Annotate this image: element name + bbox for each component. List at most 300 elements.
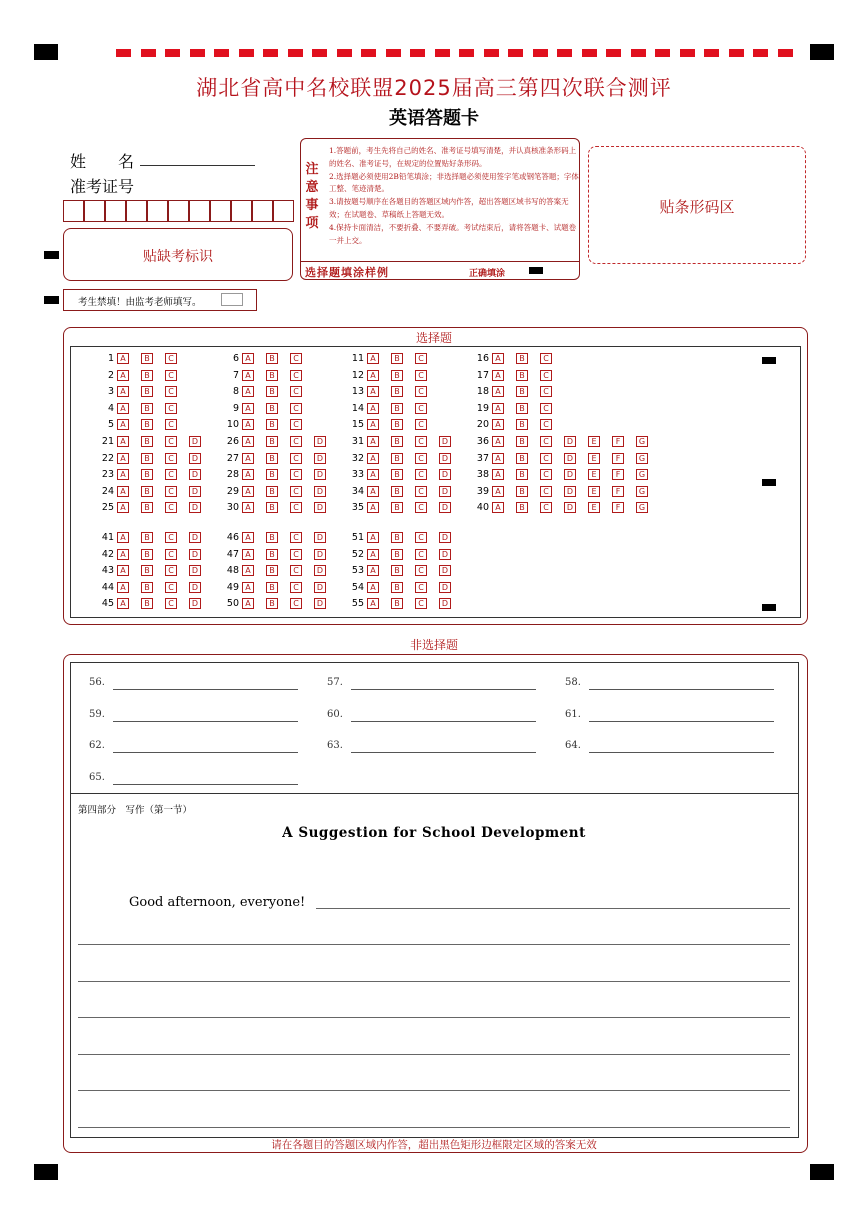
blank-answer-line[interactable] [113,751,298,753]
blank-answer-line[interactable] [351,751,536,753]
answer-bubble[interactable]: D [314,565,326,576]
answer-bubble[interactable]: E [588,453,600,464]
answer-bubble[interactable]: A [367,403,379,414]
answer-bubble[interactable]: C [290,403,302,414]
answer-bubble[interactable]: F [612,453,624,464]
answer-bubble[interactable]: B [516,436,528,447]
answer-bubble[interactable]: A [242,532,254,543]
question-number: 48 [226,565,239,577]
answer-bubble[interactable]: B [141,403,153,414]
answer-bubble[interactable]: A [367,532,379,543]
question-number: 23 [101,469,114,481]
answer-bubble[interactable]: B [141,502,153,513]
barcode-label: 贴条形码区 [659,198,735,216]
essay-line[interactable] [78,981,790,982]
id-digit-cell[interactable] [210,200,231,222]
question-number: 1 [107,353,114,364]
answer-bubble[interactable]: D [439,486,451,497]
question-number: 22 [101,452,114,464]
answer-bubble[interactable]: C [540,453,552,464]
answer-bubble[interactable]: B [391,353,403,364]
choice-section-title: 选择题 [415,331,452,345]
id-digit-cell[interactable] [105,200,126,222]
answer-bubble[interactable]: B [266,370,278,381]
answer-bubble[interactable]: D [189,549,201,560]
answer-bubble[interactable]: F [612,486,624,497]
answer-bubble[interactable]: C [165,370,177,381]
absent-label: 贴缺考标识 [143,249,213,265]
id-digit-cell[interactable] [126,200,147,222]
answer-bubble[interactable]: A [367,486,379,497]
answer-bubble[interactable]: A [242,598,254,609]
answer-bubble[interactable]: B [391,549,403,560]
question-row [471,386,651,397]
essay-first-line[interactable] [316,908,790,909]
answer-bubble[interactable]: A [367,598,379,609]
answer-bubble[interactable]: C [165,549,177,560]
answer-bubble[interactable]: B [516,403,528,414]
answer-bubble[interactable]: C [165,469,177,480]
answer-bubble[interactable]: B [141,486,153,497]
timing-dash [582,49,597,57]
answer-bubble[interactable]: D [314,453,326,464]
answer-bubble[interactable]: C [415,598,427,609]
question-row [471,436,651,447]
answer-bubble[interactable]: C [415,486,427,497]
answer-bubble[interactable]: B [266,549,278,560]
answer-bubble[interactable]: B [391,419,403,430]
answer-bubble[interactable]: B [391,502,403,513]
blank-answer-line[interactable] [351,720,536,722]
answer-bubble[interactable]: A [117,419,129,430]
answer-bubble[interactable]: C [290,486,302,497]
answer-bubble[interactable]: A [492,403,504,414]
answer-bubble[interactable]: C [165,502,177,513]
notice-list [319,145,581,247]
answer-bubble[interactable]: B [516,386,528,397]
answer-bubble[interactable]: C [415,532,427,543]
timing-dash [386,49,401,57]
answer-bubble[interactable]: D [189,502,201,513]
answer-bubble[interactable]: E [588,486,600,497]
question-number: 47 [226,548,239,560]
answer-bubble[interactable]: D [439,549,451,560]
answer-bubble[interactable]: D [564,436,576,447]
answer-bubble[interactable]: D [439,453,451,464]
question-number: 55 [351,598,364,610]
answer-bubble[interactable]: G [636,502,648,513]
essay-line[interactable] [78,1090,790,1091]
answer-bubble[interactable]: A [492,353,504,364]
id-digit-cell[interactable] [168,200,189,222]
corner-mark-bottom-right [810,1164,834,1180]
answer-bubble[interactable]: A [242,403,254,414]
timing-dash [533,49,548,57]
id-digit-cell[interactable] [84,200,105,222]
question-number: 25 [101,502,114,514]
question-row [346,598,526,609]
answer-bubble[interactable]: C [415,502,427,513]
answer-bubble[interactable]: A [117,565,129,576]
question-number: 50 [226,598,239,610]
question-number: 8 [232,386,239,398]
answer-bubble[interactable]: B [141,469,153,480]
notice-item: 3.请按题号顺序在各题目的答题区域内作答，超出答题区域书写的答案无效；在试题卷、草稿纸上答题无效。 [329,197,569,219]
answer-bubble[interactable]: B [516,453,528,464]
id-digit-cell[interactable] [231,200,252,222]
answer-bubble[interactable]: A [117,436,129,447]
answer-bubble[interactable]: D [439,582,451,593]
question-number: 14 [351,402,364,414]
answer-bubble[interactable]: C [290,502,302,513]
timing-dash [631,49,646,57]
answer-bubble[interactable]: A [492,486,504,497]
answer-bubble[interactable]: C [415,436,427,447]
answer-bubble[interactable]: B [516,370,528,381]
blank-answer-line[interactable] [113,720,298,722]
blank-answer-line[interactable] [589,720,774,722]
answer-bubble[interactable]: B [141,436,153,447]
answer-bubble[interactable]: B [266,386,278,397]
invigilator-fill-box[interactable] [221,293,243,306]
answer-bubble[interactable]: D [189,598,201,609]
answer-bubble[interactable]: D [314,549,326,560]
answer-bubble[interactable]: C [540,386,552,397]
answer-bubble[interactable]: B [141,353,153,364]
answer-bubble[interactable]: B [141,532,153,543]
answer-bubble[interactable]: C [165,486,177,497]
answer-bubble[interactable]: B [391,582,403,593]
answer-bubble[interactable]: A [367,453,379,464]
answer-bubble[interactable]: G [636,436,648,447]
answer-bubble[interactable]: C [165,453,177,464]
answer-bubble[interactable]: B [266,403,278,414]
blank-number: 60. [327,709,343,720]
answer-bubble[interactable]: A [117,370,129,381]
answer-bubble[interactable]: A [367,469,379,480]
answer-bubble[interactable]: C [290,419,302,430]
answer-bubble[interactable]: C [540,469,552,480]
question-row [471,419,651,430]
answer-bubble[interactable]: A [242,469,254,480]
blank-number: 59. [89,709,105,720]
answer-bubble[interactable]: A [242,486,254,497]
answer-bubble[interactable]: C [290,436,302,447]
answer-bubble[interactable]: A [117,486,129,497]
answer-bubble[interactable]: B [266,486,278,497]
id-digit-cell[interactable] [252,200,273,222]
answer-bubble[interactable]: A [242,502,254,513]
answer-bubble[interactable]: C [415,582,427,593]
answer-bubble[interactable]: B [516,419,528,430]
timing-dash [459,49,474,57]
answer-bubble[interactable]: B [266,353,278,364]
notice-item: 4.保持卡面清洁，不要折叠、不要弄破。考试结束后，请将答题卡、试题卷一并上交。 [329,222,577,245]
answer-bubble[interactable]: C [415,453,427,464]
answer-bubble[interactable]: C [540,436,552,447]
answer-bubble[interactable]: A [117,353,129,364]
question-row [346,532,526,543]
answer-bubble[interactable]: D [564,502,576,513]
answer-bubble[interactable]: C [540,419,552,430]
id-digit-cell[interactable] [147,200,168,222]
question-number: 9 [232,402,239,414]
answer-bubble[interactable]: B [266,532,278,543]
answer-bubble[interactable]: A [242,436,254,447]
answer-bubble[interactable]: E [588,436,600,447]
timing-dash [361,49,376,57]
answer-bubble[interactable]: D [314,582,326,593]
answer-bubble[interactable]: D [564,486,576,497]
timing-dash [729,49,744,57]
timing-dash [337,49,352,57]
answer-bubble[interactable]: C [415,370,427,381]
answer-bubble[interactable]: C [290,598,302,609]
timing-dash [312,49,327,57]
answer-bubble[interactable]: A [242,370,254,381]
answer-bubble[interactable]: C [415,419,427,430]
answer-bubble[interactable]: A [367,419,379,430]
answer-bubble[interactable]: B [391,370,403,381]
answer-bubble[interactable]: C [165,353,177,364]
question-row [346,549,526,560]
answer-bubble[interactable]: B [141,419,153,430]
answer-bubble[interactable]: C [415,549,427,560]
answer-bubble[interactable]: D [439,502,451,513]
blank-answer-line[interactable] [589,688,774,690]
answer-bubble[interactable]: D [314,469,326,480]
answer-bubble[interactable]: C [540,502,552,513]
answer-bubble[interactable]: A [367,582,379,593]
absent-sticker-area[interactable] [63,228,293,281]
answer-bubble[interactable]: A [117,403,129,414]
answer-bubble[interactable]: A [367,386,379,397]
answer-bubble[interactable]: B [266,436,278,447]
answer-bubble[interactable]: D [189,469,201,480]
id-digit-cell[interactable] [273,200,294,222]
answer-bubble[interactable]: D [314,502,326,513]
blank-answer-line[interactable] [351,688,536,690]
answer-bubble[interactable]: A [367,549,379,560]
id-digit-cell[interactable] [63,200,84,222]
answer-bubble[interactable]: C [415,469,427,480]
blank-number: 63. [327,740,343,751]
exam-title: 湖北省高中名校联盟2025届高三第四次联合测评 [196,76,672,100]
answer-bubble[interactable]: B [141,598,153,609]
answer-bubble[interactable]: D [439,436,451,447]
question-number: 53 [351,565,364,577]
answer-bubble[interactable]: F [612,502,624,513]
answer-bubble[interactable]: D [189,532,201,543]
prohibit-box [63,289,257,311]
answer-bubble[interactable]: B [266,419,278,430]
answer-bubble[interactable]: B [141,386,153,397]
answer-bubble[interactable]: A [117,386,129,397]
answer-bubble[interactable]: G [636,469,648,480]
id-digit-cell[interactable] [189,200,210,222]
question-number: 29 [226,485,239,497]
answer-bubble[interactable]: A [117,582,129,593]
answer-bubble[interactable]: A [492,370,504,381]
prohibit-note: 考生禁填！由监考老师填写。 [78,297,202,308]
answer-bubble[interactable]: A [117,549,129,560]
answer-bubble[interactable]: A [242,453,254,464]
answer-bubble[interactable]: C [165,419,177,430]
answer-bubble[interactable]: D [564,453,576,464]
answer-bubble[interactable]: B [266,502,278,513]
answer-bubble[interactable]: G [636,486,648,497]
answer-bubble[interactable]: D [439,565,451,576]
answer-bubble[interactable]: C [540,353,552,364]
barcode-area[interactable] [588,146,806,264]
answer-bubble[interactable]: D [439,469,451,480]
answer-bubble[interactable]: D [439,598,451,609]
answer-bubble[interactable]: A [492,502,504,513]
corner-mark-top-right [810,44,834,60]
answer-bubble[interactable]: B [141,549,153,560]
answer-bubble[interactable]: C [540,486,552,497]
answer-bubble[interactable]: B [141,565,153,576]
answer-bubble[interactable]: A [492,436,504,447]
answer-bubble[interactable]: A [117,469,129,480]
answer-bubble[interactable]: C [290,582,302,593]
answer-bubble[interactable]: A [492,469,504,480]
answer-bubble[interactable]: D [314,486,326,497]
answer-bubble[interactable]: B [266,565,278,576]
question-number: 31 [351,436,364,447]
answer-bubble[interactable]: D [564,469,576,480]
answer-bubble[interactable]: C [290,565,302,576]
answer-bubble[interactable]: C [165,436,177,447]
answer-bubble[interactable]: C [290,453,302,464]
answer-bubble[interactable]: A [367,353,379,364]
answer-bubble[interactable]: C [165,582,177,593]
answer-bubble[interactable]: B [391,453,403,464]
answer-bubble[interactable]: B [266,598,278,609]
answer-bubble[interactable]: C [165,403,177,414]
answer-bubble[interactable]: D [189,582,201,593]
answer-bubble[interactable]: A [367,436,379,447]
answer-bubble[interactable]: A [242,419,254,430]
question-number: 11 [351,353,364,364]
answer-bubble[interactable]: C [165,386,177,397]
answer-bubble[interactable]: D [189,453,201,464]
question-number: 52 [351,548,364,560]
answer-bubble[interactable]: B [391,486,403,497]
answer-bubble[interactable]: B [516,486,528,497]
question-number: 28 [226,469,239,481]
blank-answer-line[interactable] [113,688,298,690]
essay-line[interactable] [78,1127,790,1128]
answer-bubble[interactable]: B [266,582,278,593]
blank-answer-line[interactable] [589,751,774,753]
answer-bubble[interactable]: B [266,453,278,464]
answer-bubble[interactable]: B [391,598,403,609]
answer-bubble[interactable]: C [165,565,177,576]
answer-bubble[interactable]: A [367,565,379,576]
answer-bubble[interactable]: A [242,386,254,397]
answer-bubble[interactable]: A [492,419,504,430]
answer-bubble[interactable]: B [391,565,403,576]
answer-bubble[interactable]: D [189,436,201,447]
answer-bubble[interactable]: B [391,403,403,414]
essay-line[interactable] [78,1054,790,1055]
answer-bubble[interactable]: A [492,386,504,397]
answer-bubble[interactable]: B [391,436,403,447]
answer-bubble[interactable]: B [141,453,153,464]
answer-bubble[interactable]: C [165,532,177,543]
answer-bubble[interactable]: A [117,453,129,464]
answer-bubble[interactable]: C [290,469,302,480]
answer-bubble[interactable]: B [516,502,528,513]
answer-bubble[interactable]: C [290,353,302,364]
answer-bubble[interactable]: C [415,353,427,364]
answer-bubble[interactable]: C [290,370,302,381]
answer-bubble[interactable]: C [540,370,552,381]
footer-note: 请在各题目的答题区域内作答，超出黑色矩形边框限定区域的答案无效 [271,1139,597,1151]
answer-bubble[interactable]: C [165,598,177,609]
timing-mark-1 [762,357,776,364]
answer-bubble[interactable]: C [415,565,427,576]
answer-bubble[interactable]: A [242,353,254,364]
answer-bubble[interactable]: A [117,532,129,543]
answer-bubble[interactable]: C [415,403,427,414]
corner-mark-top-left [34,44,58,60]
answer-bubble[interactable]: F [612,469,624,480]
essay-line[interactable] [78,1017,790,1018]
answer-bubble[interactable]: E [588,502,600,513]
answer-bubble[interactable]: C [290,532,302,543]
timing-dash [214,49,229,57]
answer-bubble[interactable]: D [314,532,326,543]
answer-bubble[interactable]: A [117,502,129,513]
answer-bubble[interactable]: A [367,502,379,513]
answer-bubble[interactable]: C [290,549,302,560]
answer-bubble[interactable]: C [540,403,552,414]
answer-bubble[interactable]: D [314,436,326,447]
answer-bubble[interactable]: D [439,532,451,543]
answer-bubble[interactable]: A [242,549,254,560]
answer-bubble[interactable]: B [391,469,403,480]
answer-bubble[interactable]: B [516,469,528,480]
answer-bubble[interactable]: C [415,386,427,397]
essay-line[interactable] [78,944,790,945]
answer-bubble[interactable]: B [391,386,403,397]
answer-bubble[interactable]: B [141,370,153,381]
name-input-line[interactable] [140,165,255,166]
answer-bubble[interactable]: G [636,453,648,464]
answer-bubble[interactable]: B [391,532,403,543]
answer-bubble[interactable]: A [492,453,504,464]
answer-bubble[interactable]: D [189,565,201,576]
blank-answer-line[interactable] [113,783,298,785]
answer-bubble[interactable]: D [314,598,326,609]
answer-bubble[interactable]: B [516,353,528,364]
answer-bubble[interactable]: A [242,565,254,576]
question-number: 3 [107,386,114,398]
answer-bubble[interactable]: A [117,598,129,609]
answer-bubble[interactable]: C [290,386,302,397]
answer-bubble[interactable]: F [612,436,624,447]
answer-bubble[interactable]: B [266,469,278,480]
answer-bubble[interactable]: A [242,582,254,593]
answer-bubble[interactable]: E [588,469,600,480]
answer-bubble[interactable]: A [367,370,379,381]
answer-bubble[interactable]: D [189,486,201,497]
notice-item: 2.选择题必须使用2B铅笔填涂；非选择题必须使用签字笔或钢笔答题；字体工整、笔迹清楚。 [329,171,579,194]
question-number: 17 [476,369,489,381]
answer-bubble[interactable]: B [141,582,153,593]
